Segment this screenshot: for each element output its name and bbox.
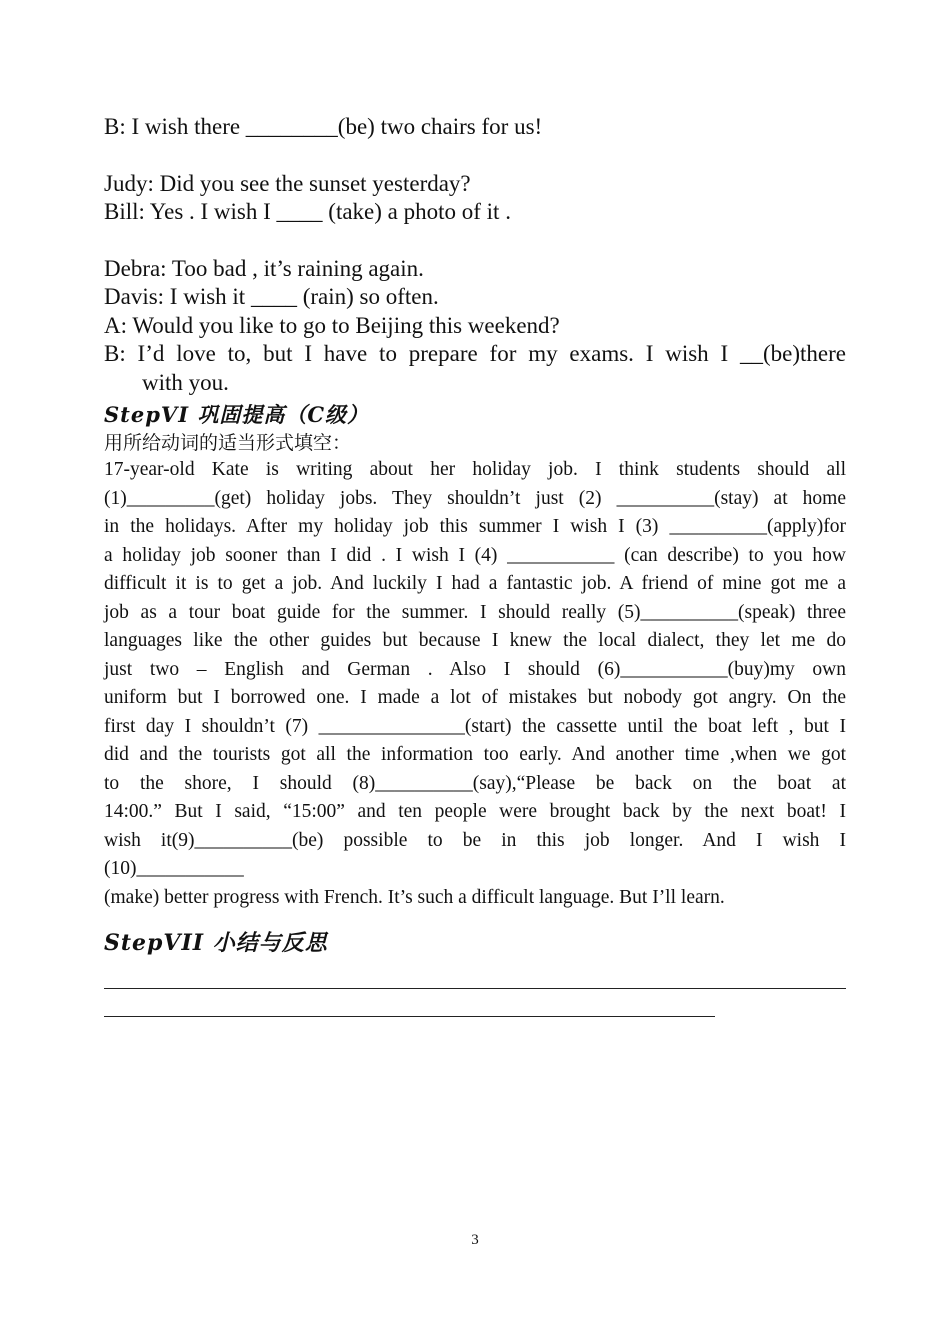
- dialogue-line: Bill: Yes . I wish I ____ (take) a photo of it .: [104, 199, 511, 224]
- dialogue-line: Debra: Too bad , it’s raining again.: [104, 256, 424, 281]
- step6-instruction: 用所给动词的适当形式填空：: [104, 432, 352, 454]
- passage-line: did and the tourists got all the information too early. And another time ,when we got: [104, 744, 846, 765]
- answer-line: [104, 1016, 715, 1017]
- passage-line: to the shore, I should (8)__________(say),“Please be back on the boat at: [104, 772, 846, 794]
- passage-line: 14:00.” But I said, “15:00” and ten people were brought back by the next boat! I: [104, 801, 846, 822]
- dialogue-line: Davis: I wish it ____ (rain) so often.: [104, 284, 439, 309]
- answer-line: [104, 988, 846, 989]
- passage-line: (make) better progress with French. It’s such a difficult language. But I’ll learn.: [104, 886, 725, 908]
- page-number: 3: [471, 1232, 479, 1248]
- passage-line: wish it(9)__________(be) possible to be in this job longer. And I wish I: [104, 829, 846, 851]
- passage-line: job as a tour boat guide for the summer. I should really (5)__________(speak) three: [104, 601, 846, 623]
- passage-line: (10)___________: [104, 858, 244, 879]
- step7-heading: StepVII 小结与反思: [104, 930, 328, 956]
- passage-line: first day I shouldn’t (7) _______________(start) the cassette until the boat left , but I: [104, 715, 846, 737]
- passage-line: difficult it is to get a job. And luckily I had a fantastic job. A friend of mine got me a: [104, 573, 846, 594]
- passage-line: 17-year-old Kate is writing about her holiday job. I think students should all: [104, 459, 846, 480]
- dialogue-line: A: Would you like to go to Beijing this weekend?: [104, 313, 560, 338]
- passage-line: uniform but I borrowed one. I made a lot of mistakes but nobody got angry. On the: [104, 687, 846, 708]
- dialogue-line: B: I’d love to, but I have to prepare for my exams. I wish I __(be)there: [104, 341, 846, 366]
- passage-line: (1)_________(get) holiday jobs. They shouldn’t just (2) __________(stay) at home: [104, 487, 846, 509]
- step6-heading: StepVI 巩固提高（C级）: [104, 402, 370, 427]
- dialogue-line: Judy: Did you see the sunset yesterday?: [104, 171, 471, 196]
- passage-line: just two – English and German . Also I should (6)___________(buy)my own: [104, 658, 846, 680]
- dialogue-line: B: I wish there ________(be) two chairs for us!: [104, 114, 543, 139]
- step6-passage: [104, 456, 846, 912]
- passage-line: a holiday job sooner than I did . I wish I (4) ___________ (can describe) to you how: [104, 544, 846, 566]
- dialogue-line: with you.: [142, 370, 229, 395]
- passage-line: in the holidays. After my holiday job this summer I wish I (3) __________(apply)for: [104, 516, 846, 537]
- passage-line: languages like the other guides but because I knew the local dialect, they let me do: [104, 630, 846, 651]
